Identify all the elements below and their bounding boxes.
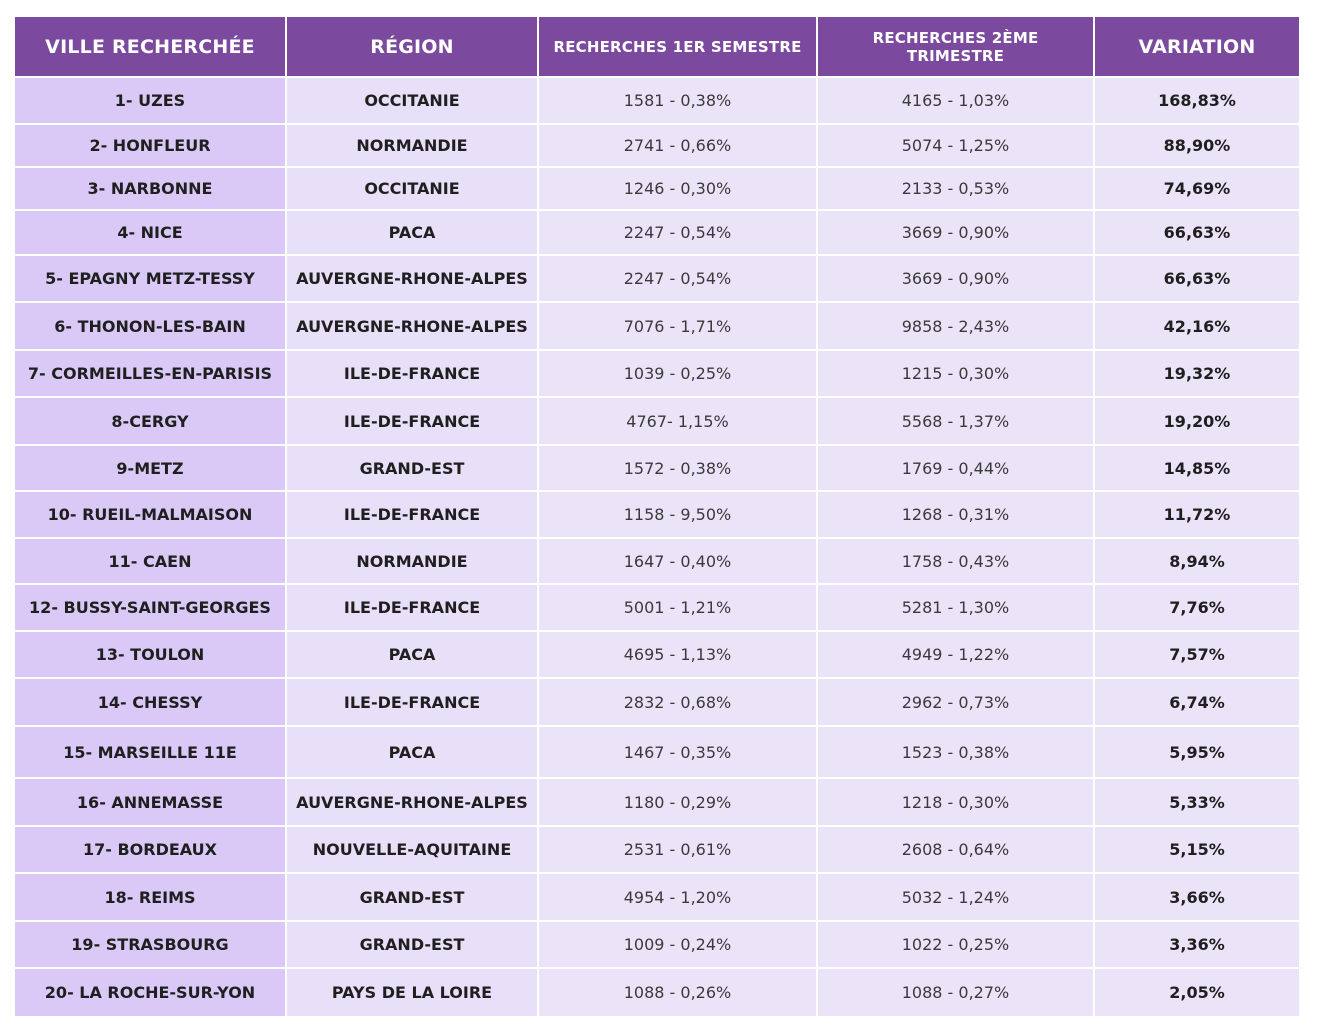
variation-cell: 42,16% bbox=[1094, 302, 1299, 350]
variation-cell: 3,36% bbox=[1094, 921, 1299, 968]
city-cell: 18- REIMS bbox=[15, 873, 286, 921]
searches-s1-cell: 1039 - 0,25% bbox=[538, 350, 817, 397]
searches-t2-cell: 2133 - 0,53% bbox=[817, 167, 1094, 210]
region-cell: GRAND-EST bbox=[286, 921, 538, 968]
city-cell: 6- THONON-LES-BAIN bbox=[15, 302, 286, 350]
city-cell: 19- STRASBOURG bbox=[15, 921, 286, 968]
city-cell: 1- UZES bbox=[15, 77, 286, 124]
header-row bbox=[15, 17, 1299, 77]
searches-t2-cell: 4165 - 1,03% bbox=[817, 77, 1094, 124]
variation-cell: 7,76% bbox=[1094, 584, 1299, 631]
city-cell: 14- CHESSY bbox=[15, 678, 286, 726]
searches-s1-cell: 2741 - 0,66% bbox=[538, 124, 817, 167]
header-city: VILLE RECHERCHÉE bbox=[15, 17, 286, 77]
variation-cell: 88,90% bbox=[1094, 124, 1299, 167]
searches-s1-cell: 1158 - 9,50% bbox=[538, 491, 817, 538]
variation-cell: 3,66% bbox=[1094, 873, 1299, 921]
searches-t2-cell: 1769 - 0,44% bbox=[817, 445, 1094, 491]
city-cell: 9-METZ bbox=[15, 445, 286, 491]
region-cell: ILE-DE-FRANCE bbox=[286, 491, 538, 538]
region-cell: GRAND-EST bbox=[286, 445, 538, 491]
searches-s1-cell: 2531 - 0,61% bbox=[538, 826, 817, 873]
table-row bbox=[15, 873, 1299, 921]
table-row bbox=[15, 302, 1299, 350]
table-row bbox=[15, 350, 1299, 397]
region-cell: NORMANDIE bbox=[286, 538, 538, 584]
region-cell: OCCITANIE bbox=[286, 77, 538, 124]
region-cell: AUVERGNE-RHONE-ALPES bbox=[286, 302, 538, 350]
region-cell: ILE-DE-FRANCE bbox=[286, 397, 538, 445]
city-cell: 13- TOULON bbox=[15, 631, 286, 678]
variation-cell: 66,63% bbox=[1094, 255, 1299, 302]
variation-cell: 66,63% bbox=[1094, 210, 1299, 255]
searches-s1-cell: 1088 - 0,26% bbox=[538, 968, 817, 1017]
region-cell: OCCITANIE bbox=[286, 167, 538, 210]
table-row bbox=[15, 778, 1299, 826]
header-searches-s1: RECHERCHES 1ER SEMESTRE bbox=[538, 17, 817, 77]
region-cell: PAYS DE LA LOIRE bbox=[286, 968, 538, 1017]
searches-s1-cell: 1467 - 0,35% bbox=[538, 726, 817, 778]
region-cell: PACA bbox=[286, 631, 538, 678]
table-row bbox=[15, 921, 1299, 968]
header-region: RÉGION bbox=[286, 17, 538, 77]
searches-t2-cell: 5568 - 1,37% bbox=[817, 397, 1094, 445]
region-cell: ILE-DE-FRANCE bbox=[286, 678, 538, 726]
city-cell: 15- MARSEILLE 11E bbox=[15, 726, 286, 778]
city-cell: 7- CORMEILLES-EN-PARISIS bbox=[15, 350, 286, 397]
searches-t2-cell: 5281 - 1,30% bbox=[817, 584, 1094, 631]
city-cell: 8-CERGY bbox=[15, 397, 286, 445]
searches-t2-cell: 2608 - 0,64% bbox=[817, 826, 1094, 873]
searches-t2-cell: 9858 - 2,43% bbox=[817, 302, 1094, 350]
header-searches-t2: RECHERCHES 2ÈME TRIMESTRE bbox=[817, 17, 1094, 77]
variation-cell: 7,57% bbox=[1094, 631, 1299, 678]
searches-s1-cell: 2247 - 0,54% bbox=[538, 255, 817, 302]
searches-t2-cell: 2962 - 0,73% bbox=[817, 678, 1094, 726]
searches-s1-cell: 4695 - 1,13% bbox=[538, 631, 817, 678]
searches-t2-cell: 3669 - 0,90% bbox=[817, 255, 1094, 302]
variation-cell: 11,72% bbox=[1094, 491, 1299, 538]
table-row bbox=[15, 167, 1299, 210]
searches-t2-cell: 1758 - 0,43% bbox=[817, 538, 1094, 584]
searches-s1-cell: 5001 - 1,21% bbox=[538, 584, 817, 631]
searches-t2-cell: 1268 - 0,31% bbox=[817, 491, 1094, 538]
table-row bbox=[15, 968, 1299, 1017]
searches-s1-cell: 1647 - 0,40% bbox=[538, 538, 817, 584]
city-cell: 16- ANNEMASSE bbox=[15, 778, 286, 826]
searches-s1-cell: 1246 - 0,30% bbox=[538, 167, 817, 210]
table-row bbox=[15, 538, 1299, 584]
region-cell: AUVERGNE-RHONE-ALPES bbox=[286, 778, 538, 826]
searches-s1-cell: 1581 - 0,38% bbox=[538, 77, 817, 124]
searches-s1-cell: 1009 - 0,24% bbox=[538, 921, 817, 968]
city-cell: 20- LA ROCHE-SUR-YON bbox=[15, 968, 286, 1017]
table-row bbox=[15, 826, 1299, 873]
searches-t2-cell: 1218 - 0,30% bbox=[817, 778, 1094, 826]
table-row bbox=[15, 445, 1299, 491]
city-cell: 11- CAEN bbox=[15, 538, 286, 584]
searches-s1-cell: 2247 - 0,54% bbox=[538, 210, 817, 255]
searches-s1-cell: 4767- 1,15% bbox=[538, 397, 817, 445]
region-cell: PACA bbox=[286, 726, 538, 778]
table-row bbox=[15, 255, 1299, 302]
searches-t2-cell: 5074 - 1,25% bbox=[817, 124, 1094, 167]
city-cell: 5- EPAGNY METZ-TESSY bbox=[15, 255, 286, 302]
region-cell: ILE-DE-FRANCE bbox=[286, 584, 538, 631]
variation-cell: 5,15% bbox=[1094, 826, 1299, 873]
table-row bbox=[15, 124, 1299, 167]
table-row bbox=[15, 77, 1299, 124]
table-row bbox=[15, 631, 1299, 678]
searches-s1-cell: 2832 - 0,68% bbox=[538, 678, 817, 726]
searches-s1-cell: 4954 - 1,20% bbox=[538, 873, 817, 921]
table-row bbox=[15, 726, 1299, 778]
searches-s1-cell: 7076 - 1,71% bbox=[538, 302, 817, 350]
table-row bbox=[15, 210, 1299, 255]
searches-t2-cell: 1088 - 0,27% bbox=[817, 968, 1094, 1017]
searches-s1-cell: 1180 - 0,29% bbox=[538, 778, 817, 826]
variation-cell: 2,05% bbox=[1094, 968, 1299, 1017]
table-header bbox=[15, 17, 1299, 77]
header-variation: VARIATION bbox=[1094, 17, 1299, 77]
region-cell: GRAND-EST bbox=[286, 873, 538, 921]
city-cell: 3- NARBONNE bbox=[15, 167, 286, 210]
city-cell: 17- BORDEAUX bbox=[15, 826, 286, 873]
searches-t2-cell: 5032 - 1,24% bbox=[817, 873, 1094, 921]
variation-cell: 19,20% bbox=[1094, 397, 1299, 445]
region-cell: ILE-DE-FRANCE bbox=[286, 350, 538, 397]
searches-t2-cell: 1215 - 0,30% bbox=[817, 350, 1094, 397]
variation-cell: 8,94% bbox=[1094, 538, 1299, 584]
table-row bbox=[15, 584, 1299, 631]
variation-cell: 19,32% bbox=[1094, 350, 1299, 397]
searches-t2-cell: 4949 - 1,22% bbox=[817, 631, 1094, 678]
region-cell: AUVERGNE-RHONE-ALPES bbox=[286, 255, 538, 302]
variation-cell: 74,69% bbox=[1094, 167, 1299, 210]
table-row bbox=[15, 678, 1299, 726]
city-cell: 4- NICE bbox=[15, 210, 286, 255]
searches-s1-cell: 1572 - 0,38% bbox=[538, 445, 817, 491]
region-cell: NOUVELLE-AQUITAINE bbox=[286, 826, 538, 873]
variation-cell: 5,95% bbox=[1094, 726, 1299, 778]
table-row bbox=[15, 491, 1299, 538]
variation-cell: 5,33% bbox=[1094, 778, 1299, 826]
region-cell: NORMANDIE bbox=[286, 124, 538, 167]
searches-t2-cell: 1022 - 0,25% bbox=[817, 921, 1094, 968]
variation-cell: 14,85% bbox=[1094, 445, 1299, 491]
variation-cell: 6,74% bbox=[1094, 678, 1299, 726]
city-cell: 12- BUSSY-SAINT-GEORGES bbox=[15, 584, 286, 631]
searches-t2-cell: 3669 - 0,90% bbox=[817, 210, 1094, 255]
searches-t2-cell: 1523 - 0,38% bbox=[817, 726, 1094, 778]
variation-cell: 168,83% bbox=[1094, 77, 1299, 124]
ranking-table bbox=[15, 17, 1299, 1018]
region-cell: PACA bbox=[286, 210, 538, 255]
city-cell: 2- HONFLEUR bbox=[15, 124, 286, 167]
table-row bbox=[15, 397, 1299, 445]
table-body bbox=[15, 77, 1299, 1017]
city-cell: 10- RUEIL-MALMAISON bbox=[15, 491, 286, 538]
